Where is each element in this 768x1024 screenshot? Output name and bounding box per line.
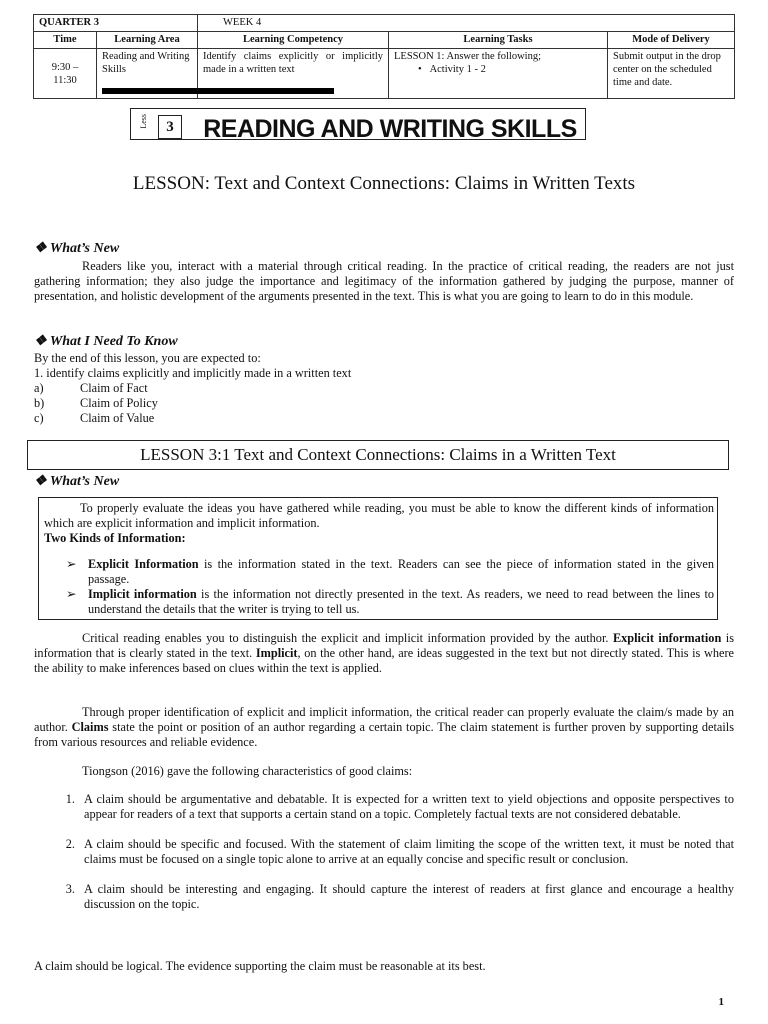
competency-cell: Identify claims explicitly or implicitly made in a written text: [198, 49, 389, 99]
item-text: Claim of Fact: [80, 381, 148, 395]
lesson-number: 3: [158, 115, 182, 139]
week-label: WEEK 4: [223, 17, 262, 28]
item-letter: b): [34, 396, 45, 410]
whats-new-heading-text: What’s New: [49, 241, 120, 256]
item-letter: c): [34, 411, 44, 425]
list-item: 2. A claim should be specific and focused. With the statement of claim limiting the scope of the written text, it must be noted that claims must be focused on a single topic alone to arrive at an equally concise and specific result or conclusion.: [78, 837, 734, 867]
item-text: Claim of Policy: [80, 396, 158, 410]
claim-type-item: [34, 396, 734, 411]
text-run: state the point or position of an author regarding a certain topic. The claim statement is further proven by supporting details from various resources and reliable evidence.: [34, 720, 734, 749]
critical-reading-paragraph: [34, 631, 734, 676]
text-run: is information that is clearly stated in the text.: [34, 631, 734, 660]
quarter-label: QUARTER 3: [39, 17, 100, 28]
explicit-term: Explicit Information: [88, 557, 199, 571]
time-cell: 9:30 – 11:30: [34, 49, 97, 99]
implicit-definition: is the information not directly presented in the text. As readers, we need to read between the lines to understand the details that the writer is trying to tell us.: [88, 587, 715, 616]
item-text: Claim of Value: [80, 411, 155, 425]
header-delivery: Mode of Delivery: [608, 32, 735, 49]
week-cell: [198, 15, 735, 32]
arrow-bullet-icon: ➢: [66, 587, 77, 601]
need-to-know-objective: 1. identify claims explicitly and implicitly made in a written text: [34, 366, 352, 380]
tasks-cell: [389, 49, 608, 99]
delivery-cell: Submit output in the drop center on the scheduled time and date.: [608, 49, 735, 99]
whats-new-body: Readers like you, interact with a material through critical reading. In the practice of critical reading, the readers are not just gathering information; they also judge the importance and legitimacy of the information gathered by judging the purpose, manner of presentation, and holistic development of the arguments presented in the text. This is what you are going to learn to do in this module.: [34, 259, 734, 303]
header-competency: Learning Competency: [198, 32, 389, 49]
info-box-intro: To properly evaluate the ideas you have gathered while reading, you must be able to know the different kinds of information which are explicit information and implicit information.: [44, 501, 714, 530]
less-label: Less: [139, 114, 148, 129]
task-item: • Activity 1 - 2: [418, 64, 486, 75]
task-item-text: Activity 1 - 2: [429, 64, 486, 75]
need-to-know-intro: By the end of this lesson, you are expected to:: [34, 351, 261, 365]
lesson-title: LESSON: Text and Context Connections: Claims in Written Texts: [132, 173, 636, 194]
whats-new-2-heading: [34, 473, 119, 490]
tiongson-intro: Tiongson (2016) gave the following characteristics of good claims:: [82, 764, 413, 778]
whats-new-2-heading-text: What’s New: [49, 474, 120, 489]
bold-term: Explicit information: [612, 631, 722, 645]
quarter-cell: [34, 15, 198, 32]
diamond-bullet-icon: ❖: [34, 241, 47, 256]
task-intro: LESSON 1: Answer the following;: [394, 51, 541, 62]
explicit-item: [68, 557, 714, 587]
header-learning-area: Learning Area: [97, 32, 198, 49]
learning-area-cell: Reading and Writing Skills: [97, 49, 198, 99]
claim-type-item: [34, 411, 734, 426]
page-number: 1: [718, 996, 724, 1008]
bold-term: Implicit: [255, 646, 298, 660]
logical-claim-text: A claim should be logical. The evidence supporting the claim must be reasonable at its best.: [34, 959, 486, 973]
diamond-bullet-icon: ❖: [34, 334, 47, 349]
text-run: , on the other hand, are ideas suggested in the text but not directly stated. This is where the ability to make inferences based on clues within the text is applied.: [34, 646, 734, 675]
two-kinds-heading: Two Kinds of Information:: [44, 531, 186, 545]
claims-paragraph: [34, 705, 734, 750]
explicit-definition: is the information stated in the text. Readers can see the piece of information stated in the given passage.: [88, 557, 714, 586]
good-claims-list: [34, 792, 734, 927]
text-run: Through proper identification of explicit and implicit information, the critical reader can properly evaluate the claim/s made by an author.: [34, 705, 734, 734]
lesson-3-1-title: LESSON 3:1 Text and Context Connections: Claims in a Written Text: [27, 440, 729, 470]
item-letter: a): [34, 381, 44, 395]
banner-title: READING AND WRITING SKILLS: [203, 115, 577, 143]
diamond-bullet-icon: ❖: [34, 474, 47, 489]
claim-type-item: [34, 381, 734, 396]
need-to-know-heading: [34, 333, 178, 350]
header-tasks: Learning Tasks: [389, 32, 608, 49]
header-time: Time: [34, 32, 97, 49]
schedule-table: [33, 14, 735, 99]
text-run: Critical reading enables you to distinguish the explicit and implicit information provided by the author.: [82, 631, 613, 645]
whats-new-heading: [34, 240, 119, 257]
list-item: 1. A claim should be argumentative and debatable. It is expected for a written text to yield objections and opposite perspectives to appear for readers of a text that supports a certain stand on a topic. Completely factual texts are not considered debatable.: [78, 792, 734, 822]
need-to-know-heading-text: What I Need To Know: [49, 334, 178, 349]
list-item: 3. A claim should be interesting and engaging. It should capture the interest of readers at first glance and encourage a healthy discussion on the topic.: [78, 882, 734, 912]
implicit-item: [68, 587, 714, 617]
arrow-bullet-icon: ➢: [66, 557, 77, 571]
redaction-bar: [102, 88, 334, 94]
bold-term: Claims: [71, 720, 109, 734]
implicit-term: Implicit information: [88, 587, 197, 601]
